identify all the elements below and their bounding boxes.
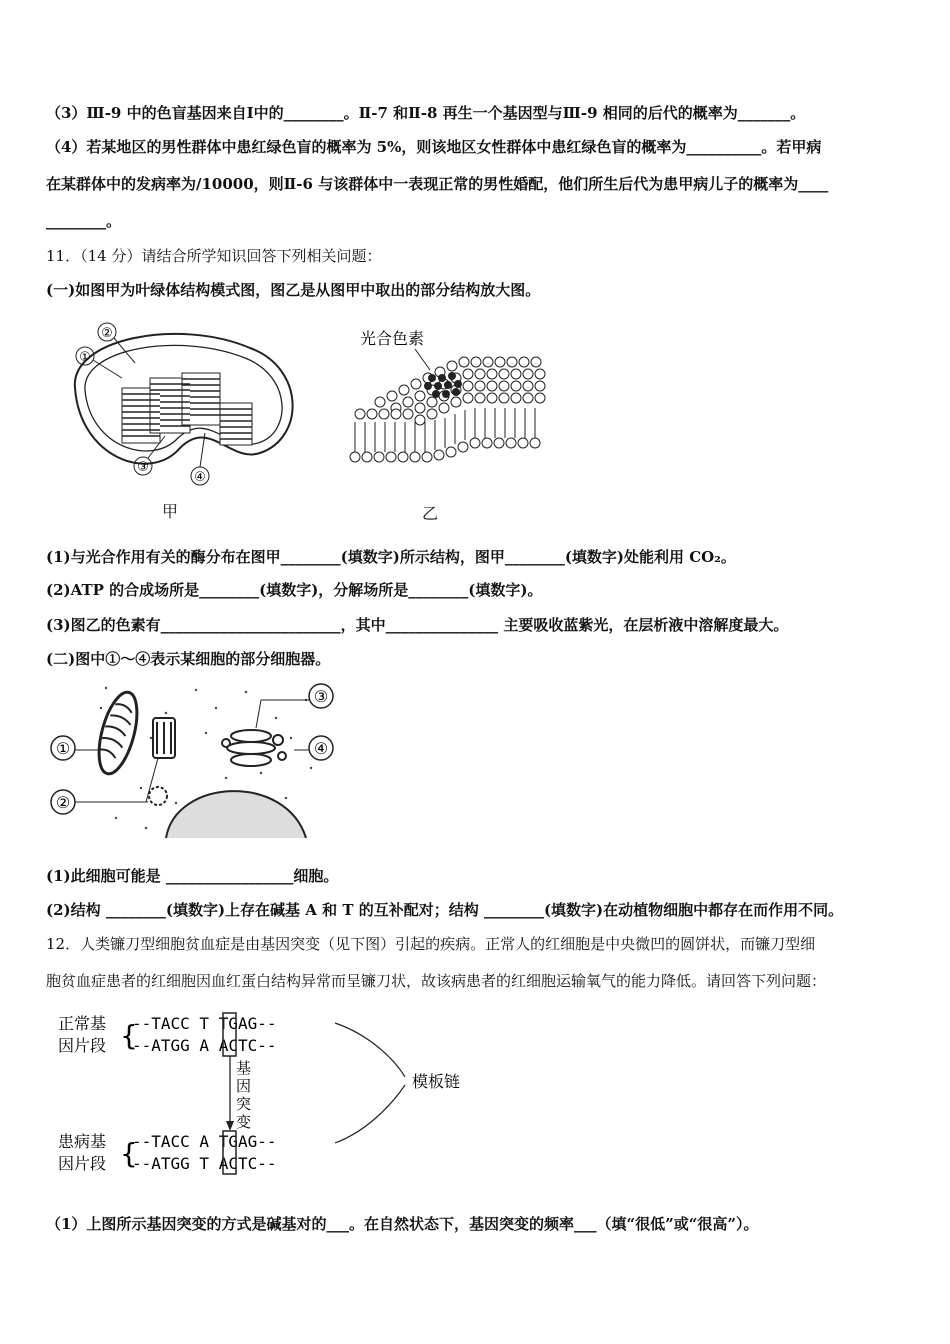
fig-jia-label-1: ① [79,350,91,365]
q11-part2-intro: (二)图中①～④表示某细胞的部分细胞器。 [46,650,331,668]
normal-gene-label-1: 正常基 [58,1014,107,1033]
fig-yi-caption: 乙 [422,504,439,523]
q12-question-1: （1）上图所示基因突变的方式是碱基对的___。在自然状态下，基因突变的频率___（填“很低”或“很高”）。 [46,1215,759,1233]
normal-gene-label-2: 因片段 [58,1036,107,1055]
normal-top-strand: --TACC T TGAG-- [132,1014,277,1033]
organelles-figure [46,678,346,838]
q11-part1-intro: (一)如图甲为叶绿体结构模式图，图乙是从图甲中取出的部分结构放大图。 [46,281,541,299]
fig2-label-2: ② [55,793,71,812]
fig-jia-label-2: ② [101,326,113,341]
mutant-bottom-strand: --ATGG T ACTC-- [132,1154,277,1173]
q10-part4-line1: （4）若某地区的男性群体中患红绿色盲的概率为 5%，则该地区女性群体中患红绿色盲的概率为__________。若甲病 [46,138,822,156]
fig-jia-label-3: ③ [137,460,149,475]
q12-intro-line2: 胞贫血症患者的红细胞因血红蛋白结构异常而呈镰刀状，故该病患者的红细胞运输氧气的能力降低。请回答下列问题： [46,972,827,990]
normal-bottom-strand: --ATGG A ACTC-- [132,1036,277,1055]
fig-jia-caption: 甲 [162,502,179,521]
mutation-text-1: 基 [236,1059,252,1077]
mutation-text-4: 变 [236,1113,252,1131]
svg-text:{: { [120,1137,138,1170]
mutation-text-3: 突 [236,1095,252,1113]
fig-jia-label-4: ④ [194,470,206,485]
gene-mutation-figure [50,1005,490,1180]
q10-part3: （3）Ⅲ-9 中的色盲基因来自Ⅰ中的________。Ⅱ-7 和Ⅱ-8 再生一个基因型与Ⅲ-9 相同的后代的概率为_______。 [46,104,806,122]
fig2-label-3: ③ [313,687,329,706]
q11-question-2: (2)ATP 的合成场所是________(填数字)，分解场所是________(填数字)。 [46,581,543,599]
q10-part4-line3: ________。 [46,212,122,230]
q10-part4-line2: 在某群体中的发病率为/10000，则Ⅱ-6 与该群体中一表现正常的男性婚配，他们所生后代为患甲病儿子的概率为____ [46,175,829,193]
q11-question-5: (2)结构 ________(填数字)上存在碱基 A 和 T 的互补配对；结构 ________(填数字)在动植物细胞中都存在而作用不同。 [46,901,844,919]
q11-question-3: (3)图乙的色素有________________________，其中_______________ 主要吸收蓝紫光，在层析液中溶解度最大。 [46,616,789,634]
q11-question-4: (1)此细胞可能是 _________________细胞。 [46,867,339,885]
svg-text:{: { [120,1019,138,1052]
q12-intro-line1: 12．人类镰刀型细胞贫血症是由基因突变（见下图）引起的疾病。正常人的红细胞是中央微凹的圆饼状，而镰刀型细 [46,935,816,953]
fig-yi-pigment-label: 光合色素 [360,329,425,348]
q11-question-1: (1)与光合作用有关的酶分布在图甲________(填数字)所示结构，图甲________(填数字)处能利用 CO₂。 [46,548,736,566]
thylakoid-membrane-figure [340,322,560,472]
fig2-label-1: ① [55,739,71,758]
fig2-label-4: ④ [313,739,329,758]
mutation-text-2: 因 [236,1077,252,1095]
mutant-gene-label-2: 因片段 [58,1154,107,1173]
q11-title: 11．（14 分）请结合所学知识回答下列相关问题： [46,247,382,265]
chloroplast-figure [60,318,310,498]
mutant-gene-label-1: 患病基 [58,1132,107,1151]
template-strand-label: 模板链 [412,1072,461,1091]
mutant-top-strand: --TACC A TGAG-- [132,1132,277,1151]
